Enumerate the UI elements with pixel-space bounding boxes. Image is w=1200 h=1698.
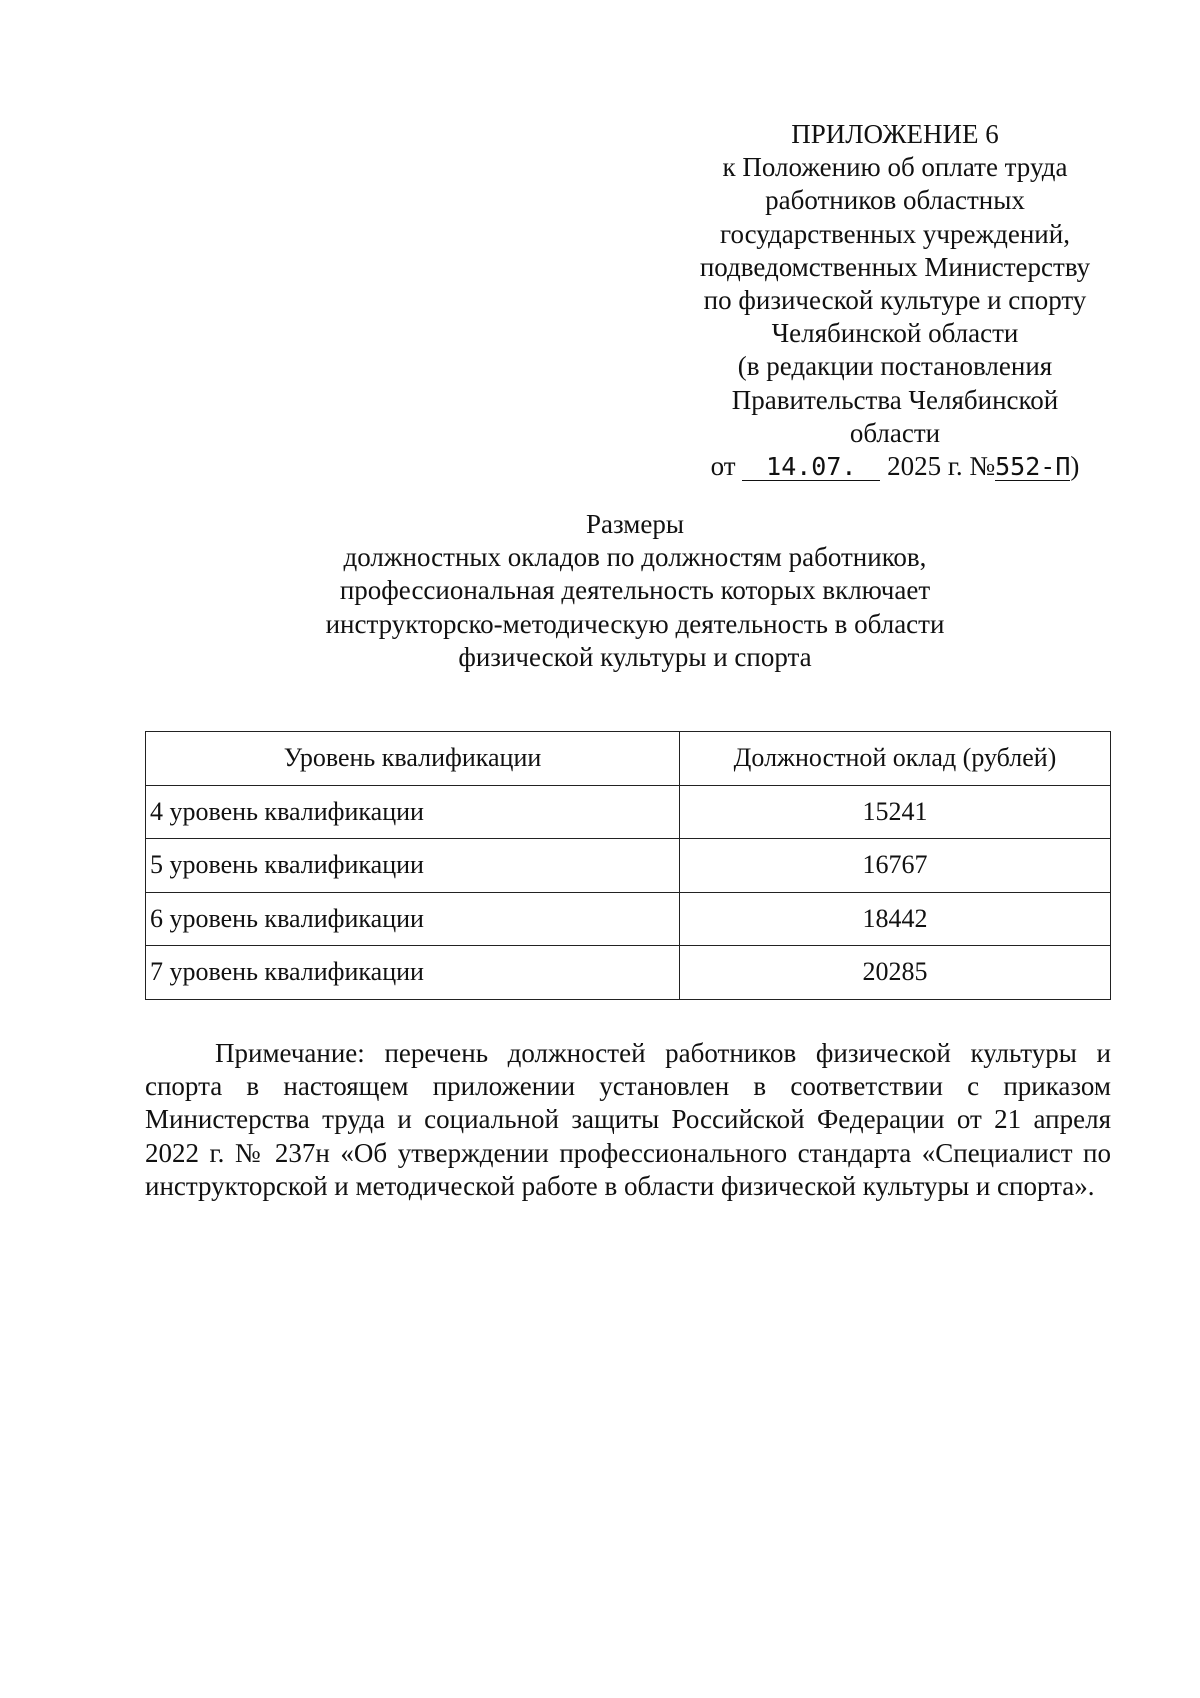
resolution-number: 552-П xyxy=(995,452,1071,482)
table-row xyxy=(146,785,1111,839)
table-row xyxy=(146,892,1111,946)
resolution-year: 2025 г. № xyxy=(887,451,996,482)
note-paragraph: Примечание: перечень должностей работников физической культуры и спорта в настоящем приложении установлен в соответствии с приказом Министерства труда и социальной защиты Российской Федерации от 21 апреля 2022 г. № 237н «Об утверждении профессионального стандарта «Специалист по инструкторской и методической работе в области физической культуры и спорта». xyxy=(145,1038,1111,1201)
appendix-line: работников областных xyxy=(765,185,1025,216)
appendix-block xyxy=(660,118,1130,483)
salary-table xyxy=(145,731,1111,1000)
heading-line: Размеры xyxy=(586,509,684,539)
heading-line: физической культуры и спорта xyxy=(458,641,812,672)
salary-cell: 16767 xyxy=(680,839,1111,893)
heading-line: профессиональная деятельность которых включает xyxy=(339,575,931,606)
table-header-row xyxy=(146,732,1111,786)
salary-cell: 15241 xyxy=(680,785,1111,839)
appendix-line: государственных учреждений, xyxy=(720,218,1070,249)
resolution-date: 14.07. xyxy=(742,454,880,481)
salary-cell: 20285 xyxy=(680,946,1111,1000)
table-row xyxy=(146,839,1111,893)
appendix-line: области xyxy=(849,417,941,448)
header-qualification-level: Уровень квалификации xyxy=(146,732,680,786)
appendix-line: Правительства Челябинской xyxy=(731,384,1059,415)
appendix-line: подведомственных Министерству xyxy=(699,251,1091,282)
closing-paren: ) xyxy=(1070,451,1080,482)
date-prefix: от xyxy=(710,451,736,482)
header-salary: Должностной оклад (рублей) xyxy=(680,732,1111,786)
document-heading xyxy=(200,508,1070,674)
salary-cell: 18442 xyxy=(680,892,1111,946)
qualification-level-cell: 7 уровень квалификации xyxy=(146,946,680,1000)
qualification-level-cell: 6 уровень квалификации xyxy=(146,892,680,946)
appendix-title: ПРИЛОЖЕНИЕ 6 xyxy=(791,119,999,149)
heading-line: должностных окладов по должностям работников, xyxy=(343,542,927,573)
appendix-line: по физической культуре и спорту xyxy=(703,285,1087,316)
appendix-line: Челябинской области xyxy=(771,318,1019,349)
resolution-date-line xyxy=(660,450,1130,483)
qualification-level-cell: 4 уровень квалификации xyxy=(146,785,680,839)
qualification-level-cell: 5 уровень квалификации xyxy=(146,839,680,893)
appendix-line: к Положению об оплате труда xyxy=(722,152,1068,183)
appendix-line: (в редакции постановления xyxy=(737,351,1053,382)
table-row xyxy=(146,946,1111,1000)
heading-line: инструкторско-методическую деятельность в области xyxy=(325,608,945,639)
